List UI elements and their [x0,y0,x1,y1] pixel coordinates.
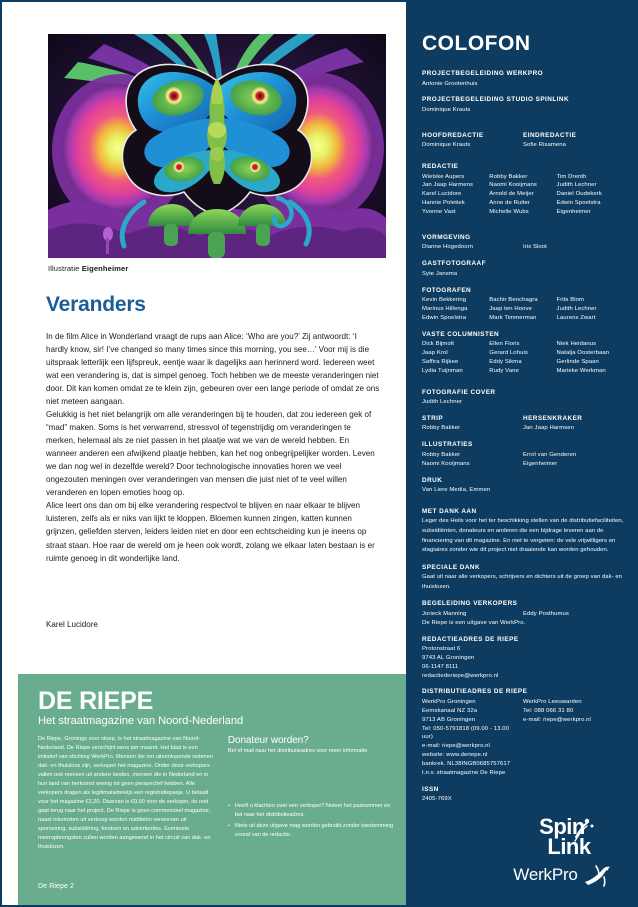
colofon-block-illustraties [422,441,624,468]
block-name: Jan Jaap Harmsen [523,425,575,432]
block-heading: SPECIALE DANK [422,563,481,571]
block-heading: BEGELEIDING VERKOPERS [422,600,518,608]
werkpro-logo [502,863,622,887]
address-line: WerkPro Groningen [422,698,476,705]
block-name: Laurens Zwart [556,314,596,321]
partner-logos [502,813,622,887]
block-name: Judith Lechner [422,399,463,406]
vormgeving-column-1 [422,234,523,252]
block-name: Jan Jaap Harmens [422,182,474,189]
block-name: Hannie Poletiek [422,200,465,207]
spinlink-logo [533,813,591,859]
address-email[interactable]: e-mail: riepe@werkpro.nl [422,743,490,750]
article-body [46,330,380,565]
donateur-text: Bel of mail naar het distributieadres voor meer informatie. [227,748,369,755]
block-name: Gerlinde Spaan [556,358,599,365]
main-content-area [2,2,408,907]
block-name: Robby Bakker [422,451,461,458]
werkpro-bird-icon [583,863,611,887]
block-heading: HERSENKRAKER [523,414,583,422]
block-name: Michelle Wubs [489,209,529,216]
riepe-left-column [38,735,214,852]
block-heading: VASTE COLUMNISTEN [422,330,500,338]
colofon-block-distributieadres [422,688,624,777]
spacer [422,123,624,132]
block-name: Eddy Posthumus [523,610,569,617]
riepe-notice-list [228,802,394,840]
block-name: Mark Timmerman [489,314,537,321]
riepe-columns [38,735,394,852]
block-heading: PROJECTBEGELEIDING WERKPRO [422,70,544,77]
block-name: Eddy Sikma [489,358,522,365]
begeleiding-columns [422,610,624,619]
block-name: Eigenheimer [523,460,558,467]
block-name: Edwin Spoelstra [422,314,467,321]
colofon-block-vormgeving [422,234,624,252]
butterfly-illustration [48,34,386,258]
block-heading: ISSN [422,785,439,793]
block-name: Anne de Ruiter [489,200,530,207]
block-heading: VORMGEVING [422,233,471,241]
block-name: Jorieck Manning [422,610,467,617]
colofon-block-projectbegeleiding-werkpro [422,70,624,88]
block-name: Judith Lechner [556,182,597,189]
columnisten-column-2 [489,340,556,375]
address-email[interactable]: redactiederiepe@werkpro.nl [422,672,499,679]
spinlink-line-1: Spin [539,813,585,839]
block-name: Van Liere Media, Emmen [422,487,491,494]
colofon-block-redactie [422,163,624,217]
riepe-subtitle: Het straatmagazine van Noord-Nederland [38,715,244,728]
colofon-block-redactie-heads [422,132,624,150]
caption-artist: Eigenheimer [81,264,129,273]
block-heading: REDACTIE [422,163,459,171]
illustration-caption [48,264,128,273]
caption-prefix: Illustratie [48,264,82,273]
block-paragraph: Gaat uit naar alle verkopers, schrijvers en dichters uit de groep van dak- en thuislozen. [422,574,622,590]
colofon-block-vaste-columnisten [422,331,624,376]
vormgeving-column-2 [523,234,624,252]
list-item: • Niets uit deze uitgave mag worden gebruikt zonder toestemming vooraf van de redactie. [228,822,394,840]
page-footer-label: De Riepe 2 [38,883,75,890]
riepe-body-text: De Riepe, Gronings voor stoep, is het straatmagazine van Noord-Nederland. De Riepe verschijnt eens per maand. Het blad is een initiatief van stichting WerkPro. Mensen die om uiteenlopende redenen dak- en thuisloos zijn, verkopen het magazine. Onder deze verkopers vallen ook mensen uit andere landen, mensen die in Nederland en in hun land van herkomst weinig tot geen perspectief hebben. Alle verkopers dragen als legitimatiebewijs een registratiepasje. U betaalt voor het magazine €2,20. Daarvan is €0,90 voor de verkoper, de rest gaat terug naar het project. De Riepe is geen commercieel magazine; naast inkomsten uit verkoop worden middelen verworven uit sponsoring, subsidiëring, fondsen en advertenties. Eventuele meeropbrengsten zullen worden aangewend in het circuit van dak- en thuislozen. [38,736,213,851]
block-name: Iris Sloot [523,244,547,251]
colofon-block-speciale-dank [422,564,624,593]
werkpro-label: WerkPro [513,865,578,884]
block-paragraph: Leger des Heils voor het ter beschikking stellen van de distributiefaciliteiten, subsidiënten, donateurs en anderen die een bijdrage leveren aan de financiering van dit magazine. En niet te vergeten: de vele vrijwilligers en stagiaires zonder wie dit project niet draaiende kan worden gehouden. [422,518,624,554]
columnisten-columns [422,340,624,375]
spacer [422,225,624,234]
block-name: Lydia Tuijnman [422,367,463,374]
block-heading: MET DANK AAN [422,507,477,515]
block-heading-spacer [523,234,620,242]
address-phone: Tel: 088 066 31 80 [523,707,574,714]
block-heading: EINDREDACTIE [523,131,577,139]
colofon-block-met-dank-aan [422,508,624,556]
de-riepe-info-panel [18,674,408,907]
illustration-container [48,34,386,258]
block-heading: HOOFDREDACTIE [422,131,484,139]
block-name: Gerard Lohuis [489,350,528,357]
redactie-column-1 [422,173,489,217]
block-name: Jaap Krol [422,350,448,357]
block-name: Yvonne Vast [422,209,456,216]
colofon-block-strip-hersenkraker [422,415,624,433]
illustraties-column-2 [523,451,624,469]
illustraties-column-1 [422,451,523,469]
article-paragraph: Gelukkig is het niet belangrijk om alle veranderingen bij te houden, dat zou iedereen gek of “mad” maken. Soms is het verwarrend, stressvol of tegenstrijdig om veranderingen te merken, helemaal als ze niet passen in het plaatje wat we van de wereld hebben. En wanneer anderen een afwijkend plaatje hebben, kan het nog onbegrijpelijker worden. Leven we dan nog wel in dezelfde wereld? Door technologische innovaties horen we veel ongezouten meningen over veranderingen van mensen die juist niet of te veel willen veranderen en lopen emoties hoog op. [46,410,375,498]
address-bank: bankrek. NL38INGB0685757617 [422,760,511,767]
address-line: Protonstraat 6 [422,646,461,652]
block-name: Edwin Spoelstra [556,200,601,207]
colofon-block-begeleiding-verkopers [422,600,624,627]
riepe-title: DE RIEPE [38,687,154,715]
address-phone: Tel: 050-5791818 (09.00 - 13.00 uur) [422,725,509,741]
hoofdredactie-column [422,132,523,150]
block-name: Bachir Benchagra [489,297,538,304]
block-name: Tim Drenth [556,173,587,180]
fotografen-columns [422,296,624,323]
illustraties-columns [422,451,624,469]
colofon-block-druk [422,477,624,495]
colofon-block-fotografen [422,287,624,323]
riepe-right-column [228,735,394,852]
block-name: Antonie Grootenhuis [422,80,478,87]
distributie-column-groningen [422,698,523,778]
distributie-columns [422,698,624,778]
block-name: Saffira Rijkee [422,358,459,365]
redactie-columns [422,173,624,217]
fotografen-column-1 [422,296,489,323]
hersenkraker-column [523,415,624,433]
colofon-block-gastfotograaf [422,260,624,278]
block-name: Dick Bijmolt [422,341,454,348]
redactie-column-2 [489,173,556,217]
block-name: Robby Bakker [422,425,461,432]
address-account-name: t.n.v. straatmagazine De Riepe [422,769,506,776]
block-name: Ellen Floris [489,341,520,348]
colofon-block-redactieadres [422,636,624,681]
block-name: Robby Bakker [489,173,528,180]
fotografen-column-2 [489,296,556,323]
colofon-block-issn [422,786,624,804]
address-website[interactable]: website: www.deriepe.nl [422,752,488,759]
block-name: Jaap ten Hoove [489,305,532,312]
block-heading: FOTOGRAFEN [422,286,472,294]
block-name: Kevin Bekkering [422,297,467,304]
block-name: Dominique Krauts [422,106,471,113]
colofon-block-projectbegeleiding-spinlink [422,96,624,114]
block-name: Syte Jansma [422,270,458,277]
block-name: Sofie Risamena [523,142,566,149]
redactie-column-3 [557,173,624,217]
block-name: Dominique Krauts [422,142,471,149]
article-title: Veranders [46,293,146,316]
columnisten-column-1 [422,340,489,375]
article-paragraph: Alice leert ons dan om bij elke verandering respectvol te blijven en naar elkaar te blijven luisteren, zelfs als er niks van lijkt te kloppen. Bloemen kunnen zingen, katten kunnen grijnzen, geliefden sterven, leiders leiden niet en door een echtscheiding kun je ineens op straat staan. Hoe raar de wereld om je heen ook wordt, zolang we elkaar laten bestaan is er ruimte genoeg in dit wonderlijke land. [46,501,375,563]
address-line: 9713 AB Groningen [422,716,476,723]
block-name: Naomi Kooijmans [422,460,470,467]
block-name: Naomi Kooijmans [489,182,537,189]
colofon-block-fotografie-cover [422,389,624,407]
begeleiding-column-1 [422,610,523,619]
fotografen-column-3 [557,296,624,323]
block-heading: DISTRIBUTIEADRES DE RIEPE [422,688,528,696]
block-heading: ILLUSTRATIES [422,441,473,449]
block-heading: PROJECTBEGELEIDING STUDIO SPINLINK [422,96,570,104]
address-line: WerkPro Leeuwarden [523,698,582,705]
distributie-column-leeuwarden [523,698,624,778]
block-name: Niek Heidanus [556,341,597,348]
block-name: Eigenheimer [556,209,591,216]
block-name: Arnold de Meijer [489,191,534,198]
spinlink-line-2: Link [547,833,591,859]
block-name: Dianne Hogedoorn [422,244,474,251]
block-name: Judith Lechner [556,305,597,312]
eindredactie-column [523,132,624,150]
block-heading: STRIP [422,414,444,422]
article-paragraph: In de film Alice in Wonderland vraagt de rups aan Alice: ‘Who are you?’ Zij antwoordt: ‘I hardly know, sir! I’ve changed so many times since this morning, you see…’ Voor mij is die uitspraak letterlijk een lijfspreuk, eentje waar ik dagelijks aan herinnerd word. Iedereen weet wat een verandering is, dat is simpel genoeg. Toch hebben we de meeste veranderingen niet door. Dit kan komen omdat ze te klein zijn, gebeuren over een lange periode of omdat ze ons niet meteen aangaan. [46,332,380,407]
address-line: 9743 AL Groningen [422,654,475,661]
block-name: Wietske Aupers [422,173,465,180]
address-line: 06-1147 8111 [422,663,459,670]
issn-value: 2405-769X [422,796,452,803]
begeleiding-column-2 [523,610,624,619]
list-item: • Heeft u klachten over een verkoper? Noteer het pasnummer en bel naar het distributieadres. [228,802,394,820]
block-heading: DRUK [422,476,443,484]
address-line: Eemskanaal NZ 32a [422,707,478,714]
block-name: Marinus Hillenga [422,305,468,312]
begeleiding-note: De Riepe is een uitgave van WerkPro. [422,619,526,626]
block-name: Daniel Oudekerk [556,191,602,198]
block-name: Natalja Oosterbaan [556,350,610,357]
article-author-signature: Karel Lucidore [46,620,98,629]
colofon-panel [406,2,638,907]
block-name: Karel Lucidore [422,191,462,198]
block-name: Marieke Werkman [556,367,606,374]
block-heading: REDACTIEADRES DE RIEPE [422,635,519,643]
block-heading: FOTOGRAFIE COVER [422,388,496,396]
donateur-heading: Donateur worden? [227,735,309,747]
block-name: Errol van Genderen [523,451,577,458]
strip-column [422,415,523,433]
spinlink-mark-icon [573,817,595,843]
block-heading: GASTFOTOGRAAF [422,260,486,268]
block-name: Frits Blom [556,297,585,304]
columnisten-column-3 [557,340,624,375]
block-name: Rudy Vane [489,367,519,374]
address-email[interactable]: e-mail: riepe@werkpro.nl [523,716,591,723]
colofon-title: COLOFON [422,32,531,55]
